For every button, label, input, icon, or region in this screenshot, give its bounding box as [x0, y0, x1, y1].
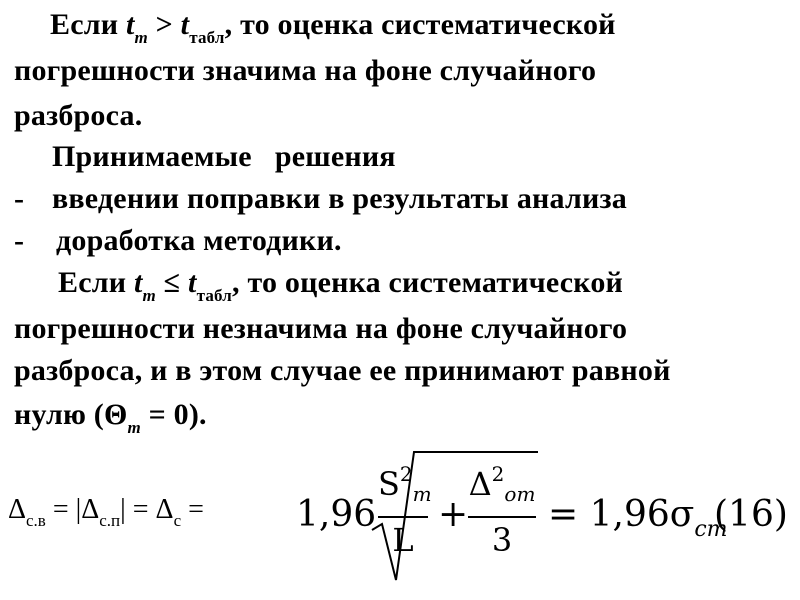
- word-if: Если: [50, 8, 119, 41]
- delta-subscript: с.в: [26, 511, 46, 530]
- line4-suffix: = 0).: [140, 398, 207, 431]
- exponent: 2: [399, 462, 413, 486]
- formula-rhs: [548, 494, 728, 542]
- fraction-delta-over-3: [468, 454, 536, 560]
- word-if: Если: [58, 266, 127, 299]
- t-m-subscript: m: [142, 286, 156, 305]
- formula-text: =: [181, 494, 204, 525]
- list-bullet: -: [14, 182, 24, 215]
- fraction-bar: [378, 516, 428, 518]
- fraction-numerator: [378, 454, 432, 514]
- plus-sign: +: [438, 494, 469, 535]
- delta-subscript: с: [173, 511, 182, 530]
- paragraph2-line1-rest: , то оценка систематической: [232, 266, 624, 299]
- formula-16: [8, 446, 788, 586]
- fraction-bar: [468, 516, 536, 518]
- paragraph1-line2: погрешности значима на фоне случайного: [14, 54, 597, 87]
- theta-subscript: m: [127, 418, 141, 437]
- paragraph1-line1: [50, 6, 616, 57]
- greater-than-symbol: >: [155, 8, 173, 41]
- paragraph2-line1: [58, 264, 623, 315]
- formula-text: = 1,96σ: [548, 494, 695, 535]
- paragraph2-line2: погрешности незначима на фоне случайного: [14, 312, 628, 345]
- decisions-heading: Принимаемые решения: [52, 140, 396, 173]
- line4-prefix: нулю (Θ: [14, 398, 128, 431]
- formula-number: (16): [714, 494, 788, 535]
- fraction-denominator: 3: [491, 521, 513, 559]
- delta-symbol: Δ: [468, 465, 492, 503]
- list-item: введении поправки в результаты анализа: [52, 182, 627, 215]
- delta-subscript: с.п: [99, 511, 121, 530]
- paragraph1-line3: разброса.: [14, 99, 143, 132]
- paragraph2-line3: разброса, и в этом случае ее принимают равной: [14, 354, 671, 387]
- formula-coefficient: 1,96: [296, 494, 377, 535]
- t-table-subscript: табл: [196, 286, 233, 305]
- exponent: 2: [491, 462, 505, 486]
- t-table-subscript: табл: [189, 28, 225, 47]
- t-m-symbol: t: [133, 266, 143, 299]
- fraction-denominator: L: [392, 521, 414, 559]
- fraction-numerator: [468, 454, 536, 514]
- t-table-symbol: t: [188, 266, 197, 299]
- formula-text: | = Δ: [120, 494, 174, 525]
- paragraph2-line4: [14, 396, 207, 447]
- subscript: m: [412, 482, 432, 506]
- s-symbol: S: [378, 465, 400, 503]
- t-m-subscript: m: [134, 28, 148, 47]
- sigma-subscript: cm: [694, 517, 728, 542]
- paragraph1-line1-rest: , то оценка систематической: [224, 8, 616, 41]
- t-m-symbol: t: [125, 8, 135, 41]
- list-item: доработка методики.: [56, 224, 342, 257]
- subscript: om: [504, 482, 536, 506]
- delta-symbol: Δ: [8, 494, 27, 525]
- fraction-s-over-l: [378, 454, 432, 560]
- t-table-symbol: t: [180, 8, 190, 41]
- less-equal-symbol: ≤: [163, 266, 181, 299]
- formula-text: = |Δ: [45, 494, 100, 525]
- list-bullet: -: [14, 224, 24, 257]
